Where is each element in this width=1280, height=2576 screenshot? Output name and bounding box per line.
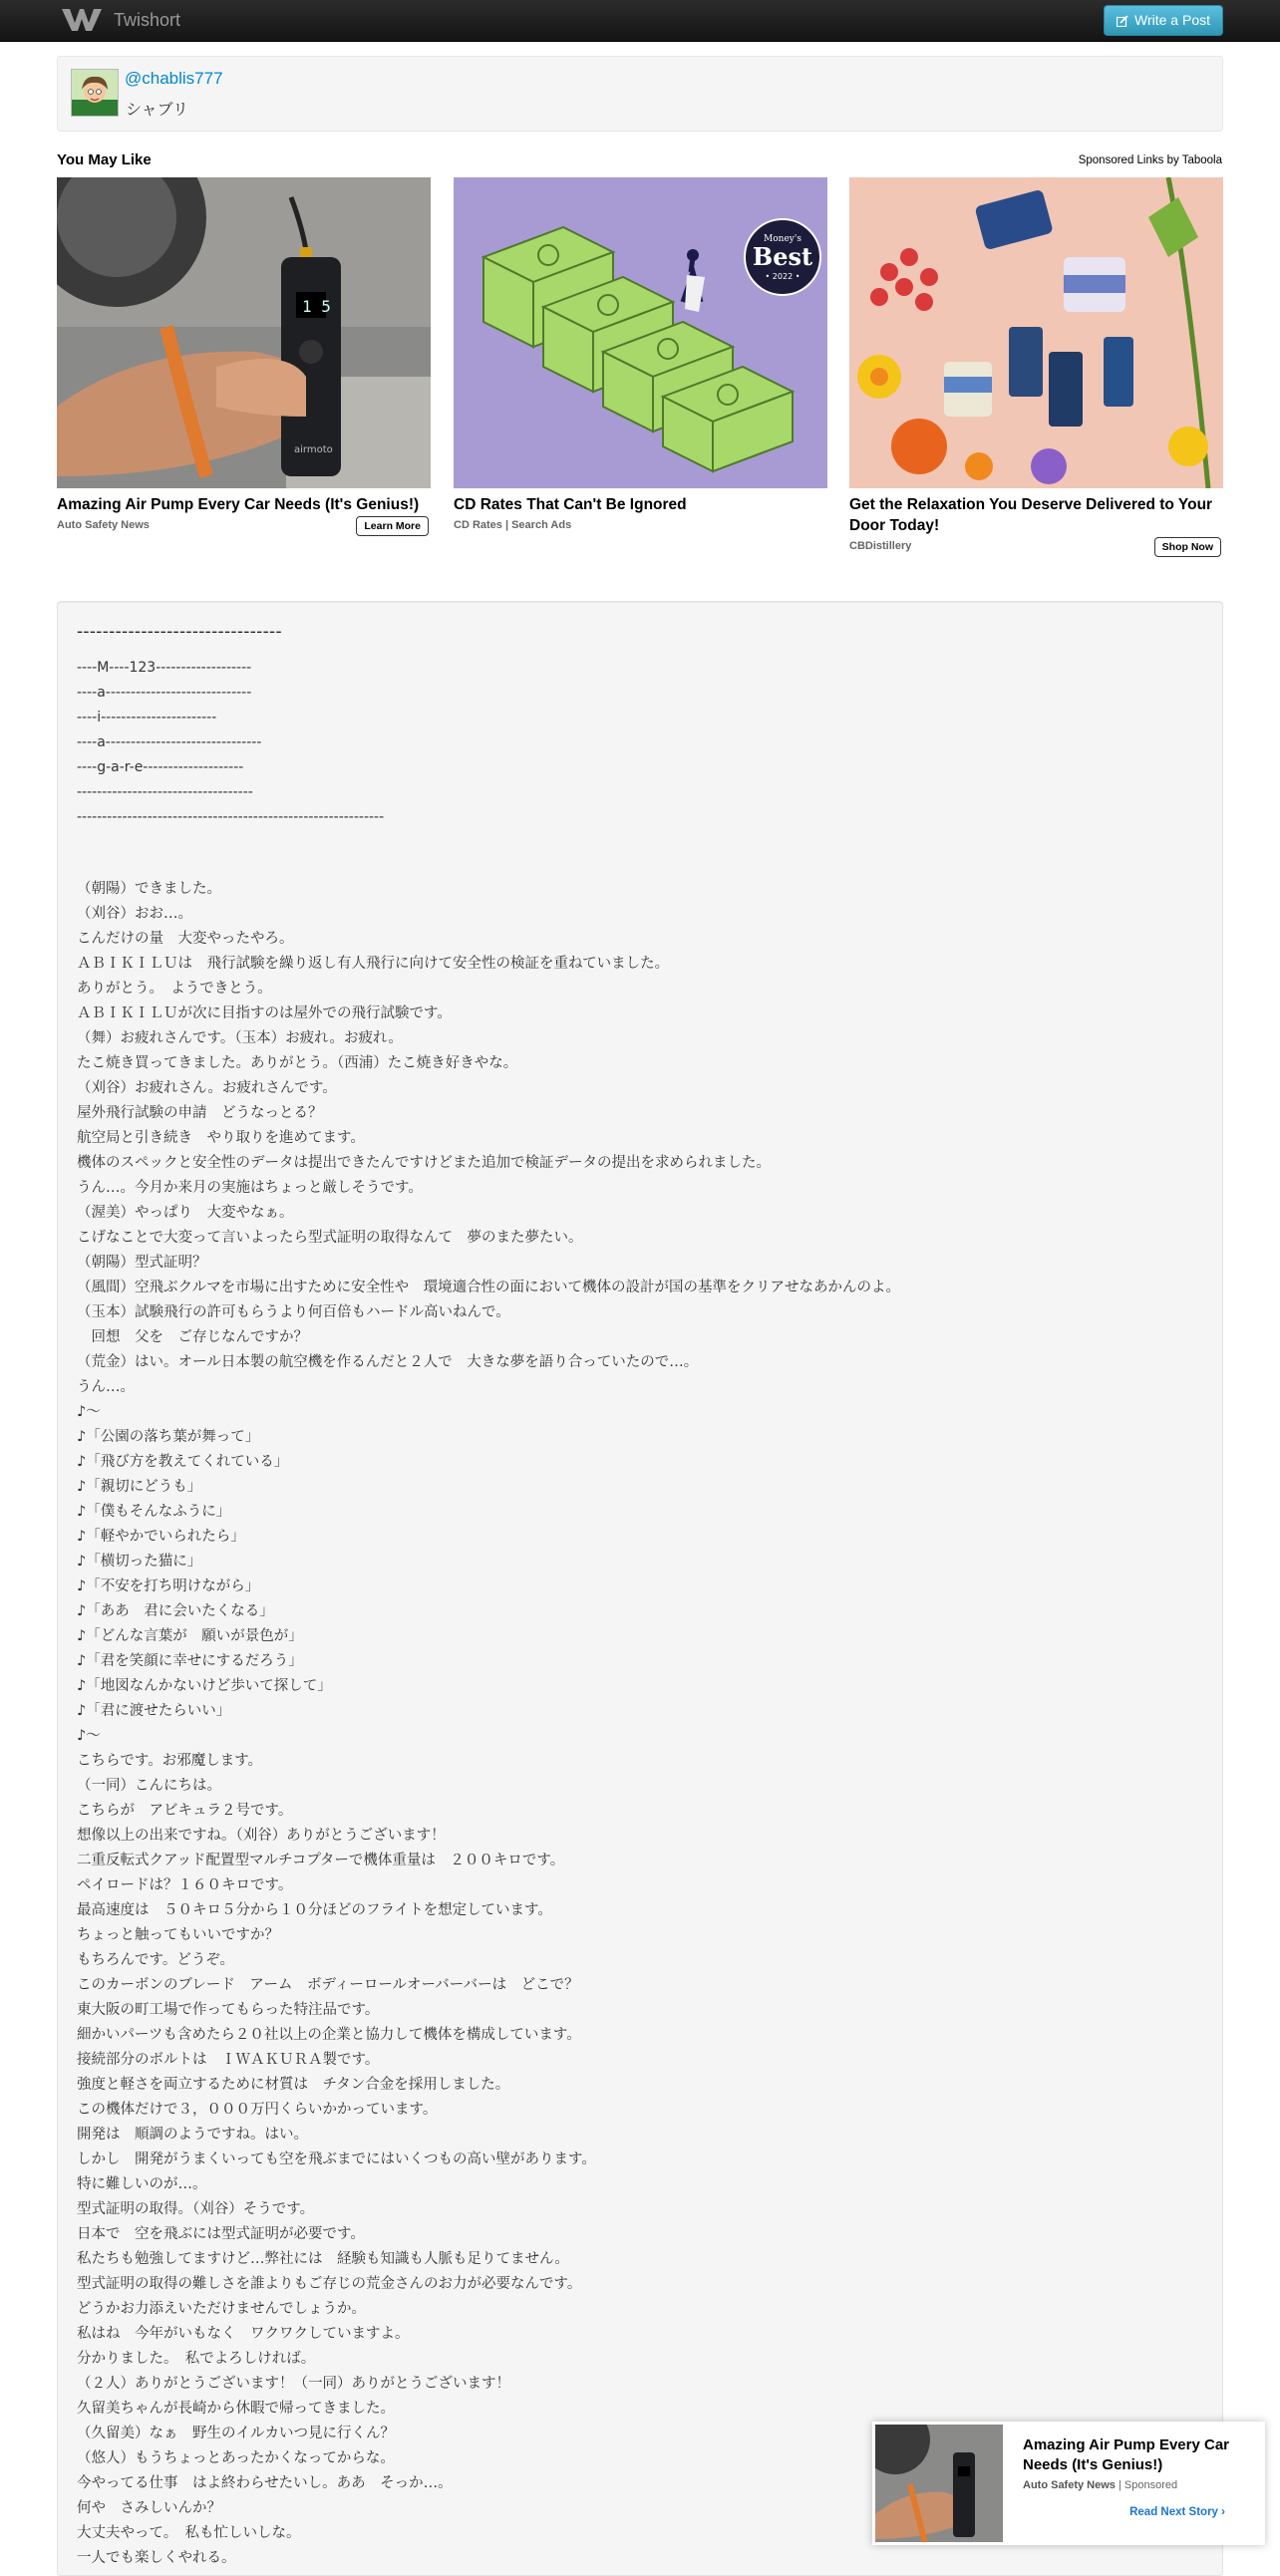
post-line: （刈谷）お疲れさん。お疲れさんです。	[77, 1080, 337, 1096]
write-post-label: Write a Post	[1134, 12, 1210, 28]
ad-image-air-pump[interactable]	[57, 177, 431, 488]
post-line: ♪～	[77, 1404, 101, 1420]
post-line: （朝陽）型式証明？	[77, 1255, 207, 1271]
edit-icon	[1117, 15, 1128, 27]
post-line: 最高速度は ５０キロ５分から１０分ほどのフライトを想定しています。	[77, 1902, 552, 1918]
post-line: 型式証明の取得の難しさを誰よりもご存じの荒金さんのお力が必要なんです。	[77, 2276, 582, 2292]
post-line: 強度と軽さを両立するために材質は チタン合金を採用しました。	[77, 2077, 510, 2093]
post-line: ♪「どんな言葉が 願いが景色が」	[77, 1628, 303, 1644]
ad-source: Auto Safety News	[57, 519, 150, 531]
post-line: うん…。	[77, 1379, 135, 1395]
ad-card-cbd[interactable]	[849, 177, 1223, 552]
ad-title[interactable]: Get the Relaxation You Deserve Delivered to Your Door Today!	[849, 496, 1213, 534]
post-line: 特に難しいのが…。	[77, 2176, 207, 2192]
post-line: 回想 父を ご存じなんですか？	[77, 1329, 308, 1345]
post-line: ペイロードは？１６０キロです。	[77, 1877, 293, 1893]
post-line: （刈谷）おお…。	[77, 906, 192, 922]
post-line: ♪「軽やかでいられたら」	[77, 1529, 245, 1545]
post-line: 分かりました。 私でよろしければ。	[77, 2351, 316, 2367]
avatar-image	[72, 70, 118, 116]
post-body	[77, 877, 900, 2571]
write-post-button[interactable]	[1104, 5, 1223, 36]
floating-ad-source-name: Auto Safety News	[1023, 2479, 1116, 2491]
post-line: ♪「僕もそんなふうに」	[77, 1504, 231, 1520]
author-card	[57, 56, 1223, 132]
post-line: ♪「親切にどうも」	[77, 1479, 202, 1495]
recommendations-title: You May Like	[57, 151, 152, 168]
post-line: 開発は 順調のようですね。はい。	[77, 2127, 308, 2143]
post-line: 接続部分のボルトは ＩＷＡＫＵＲＡ製です。	[77, 2052, 380, 2068]
ad-title[interactable]: Amazing Air Pump Every Car Needs (It's Genius!)	[57, 496, 420, 513]
air-pump-thumbnail	[875, 2425, 1003, 2542]
post-line: 機体のスペックと安全性のデータは提出できたんですけどまた追加で検証データの提出を求められました。	[77, 1155, 771, 1171]
post-line: （風間）空飛ぶクルマを市場に出すために安全性や 環境適合性の面において機体の設計が国の基準をクリアせなあかんのよ。	[77, 1280, 901, 1295]
floating-ad-image[interactable]	[875, 2425, 1003, 2542]
ad-source: CBDistillery	[849, 540, 912, 552]
post-heading: --------------------------------	[77, 622, 282, 642]
shop-now-button[interactable]: Shop Now	[1154, 537, 1221, 557]
ascii-block: ----M----123------------------- ----a----------------------------- ----i----------------------- ----a------------------------------- ----g-a-r-e-------------------- ----------------------------------- -------------------------------------------------------------	[77, 660, 385, 825]
floating-ad-source: Auto Safety News | Sponsored	[1023, 2479, 1178, 2491]
post-line: もちろんです。どうぞ。	[77, 1952, 235, 1968]
post-line: （悠人）もうちょっとあったかくなってからな。	[77, 2450, 395, 2466]
user-handle-link[interactable]: @chablis777	[125, 69, 223, 88]
post-line: （舞）お疲れさんです。（玉本）お疲れ。お疲れ。	[77, 1030, 403, 1046]
post-line: ♪～	[77, 1728, 101, 1744]
chevron-right-icon: ›	[1221, 2506, 1225, 2518]
post-line: ♪「公園の落ち葉が舞って」	[77, 1429, 260, 1445]
post-line: 何や さみしいんか？	[77, 2500, 221, 2516]
brand-name: Twishort	[114, 9, 181, 30]
post-line: 想像以上の出来ですね。（刈谷）ありがとうございます！	[77, 1828, 446, 1844]
post-line: （玉本）試験飛行の許可もらうより何百倍もハードル高いねんで。	[77, 1304, 510, 1320]
twishort-logo-icon	[60, 7, 104, 33]
post-line: このカーボンのブレード アーム ボディーロールオーバーバーは どこで？	[77, 1977, 579, 1993]
post-line: たこ焼き買ってきました。ありがとう。（西浦）たこ焼き好きやな。	[77, 1055, 518, 1071]
sponsored-links-label[interactable]: Sponsored Links by Taboola	[1078, 154, 1222, 166]
post-line: ＡＢＩＫＩＬＵが次に目指すのは屋外での飛行試験です。	[77, 1005, 452, 1021]
post-line: うん…。今月か来月の実施はちょっと厳しそうです。	[77, 1180, 423, 1196]
ad-image-cbd[interactable]	[849, 177, 1223, 488]
post-line: ♪「横切った猫に」	[77, 1554, 202, 1570]
air-pump-photo	[57, 177, 431, 488]
post-line: こげなことで大変って言いよったら型式証明の取得なんて 夢のまた夢たい。	[77, 1230, 583, 1246]
post-line: 東大阪の町工場で作ってもらった特注品です。	[77, 2002, 380, 2018]
post-line: 型式証明の取得。（刈谷）そうです。	[77, 2201, 315, 2217]
product-logo: airmoto	[294, 444, 333, 455]
post-line: （２人）ありがとうございます！（一同）ありがとうございます！	[77, 2376, 510, 2392]
post-line: 屋外飛行試験の申請 どうなっとる？	[77, 1105, 323, 1121]
post-line: しかし 開発がうまくいっても空を飛ぶまでにはいくつもの高い壁があります。	[77, 2151, 596, 2167]
post-line: ちょっと触ってもいいですか？	[77, 1927, 279, 1943]
user-display-name: シャブリ	[126, 100, 189, 119]
post-line: 一人でも楽しくやれる。	[77, 2550, 236, 2566]
post-line: 私たちも勉強してますけど…弊社には 経験も知識も人脈も足りてません。	[77, 2251, 569, 2267]
cbd-products-photo	[849, 177, 1223, 488]
badge-line-1: Money's	[764, 234, 801, 244]
post-line: ♪「君を笑顔に幸せにするだろう」	[77, 1653, 303, 1669]
post-line: ♪「君に渡せたらいい」	[77, 1703, 231, 1719]
post-line: 日本で 空を飛ぶには型式証明が必要です。	[77, 2226, 365, 2242]
post-line: （一同）こんにちは。	[77, 1778, 221, 1794]
floating-ad-sponsored: Sponsored	[1123, 2479, 1178, 2491]
ad-image-cd-rates[interactable]	[454, 177, 827, 488]
post-line: 私はね 今年がいもなく ワクワクしていますよ。	[77, 2326, 410, 2342]
post-line: 大丈夫やって。 私も忙しいしな。	[77, 2525, 301, 2541]
badge-line-3: • 2022 •	[765, 272, 800, 281]
post-line: ♪「地図なんかないけど歩いて探して」	[77, 1678, 332, 1694]
post-line: どうかお力添えいただけませんでしょうか。	[77, 2301, 366, 2317]
money-stairs-illustration	[454, 177, 827, 488]
ad-source: CD Rates | Search Ads	[454, 519, 572, 531]
post-line: この機体だけで３，０００万円くらいかかっています。	[77, 2102, 438, 2118]
post-line: ♪「ああ 君に会いたくなる」	[77, 1603, 274, 1619]
post-line: 今やってる仕事 はよ終わらせたいし。ああ そっか…。	[77, 2475, 453, 2491]
svg-text:1 5: 1 5	[302, 297, 331, 316]
post-line: ＡＢＩＫＩＬＵは 飛行試験を繰り返し有人飛行に向けて安全性の検証を重ねていました。	[77, 956, 670, 972]
post-line: こんだけの量 大変やったやろ。	[77, 931, 294, 947]
post-line: 航空局と引き続き やり取りを進めてます。	[77, 1130, 365, 1146]
post-line: ♪「飛び方を教えてくれている」	[77, 1454, 289, 1470]
floating-ad-title[interactable]: Amazing Air Pump Every Car Needs (It's Genius!)	[1023, 2436, 1230, 2473]
post-line: 二重反転式クアッド配置型マルチコプターで機体重量は ２００キロです。	[77, 1853, 565, 1868]
top-navbar	[0, 0, 1280, 42]
post-line: （渥美）やっぱり 大変やなぁ。	[77, 1205, 294, 1221]
ad-card-cd-rates[interactable]	[454, 177, 827, 531]
read-next-story-link[interactable]	[1129, 2506, 1225, 2518]
avatar[interactable]	[71, 69, 119, 117]
post-line: （朝陽）できました。	[77, 881, 221, 897]
post-line: （久留美）なぁ 野生のイルカいつ見に行くん？	[77, 2426, 395, 2441]
floating-ad[interactable]	[872, 2422, 1265, 2545]
read-next-story-label: Read Next Story	[1129, 2506, 1218, 2518]
badge-line-2: Best	[752, 242, 813, 271]
post-line: ありがとう。 ようできとう。	[77, 981, 272, 997]
post-line: 久留美ちゃんが長崎から休暇で帰ってきました。	[77, 2401, 395, 2417]
post-content	[57, 601, 1223, 2576]
ad-card-air-pump[interactable]	[57, 177, 431, 531]
post-line: ♪「不安を打ち明けながら」	[77, 1578, 260, 1594]
post-line: こちらです。お邪魔します。	[77, 1753, 263, 1769]
ad-title[interactable]: CD Rates That Can't Be Ignored	[454, 496, 687, 513]
post-line: こちらが アビキュラ２号です。	[77, 1803, 293, 1819]
learn-more-button[interactable]: Learn More	[356, 516, 429, 536]
brand-link[interactable]	[60, 4, 180, 36]
post-line: （荒金）はい。オール日本製の航空機を作るんだと２人で 大きな夢を語り合っていたので…。	[77, 1354, 699, 1370]
post-line: 細かいパーツも含めたら２０社以上の企業と協力して機体を構成しています。	[77, 2027, 581, 2043]
